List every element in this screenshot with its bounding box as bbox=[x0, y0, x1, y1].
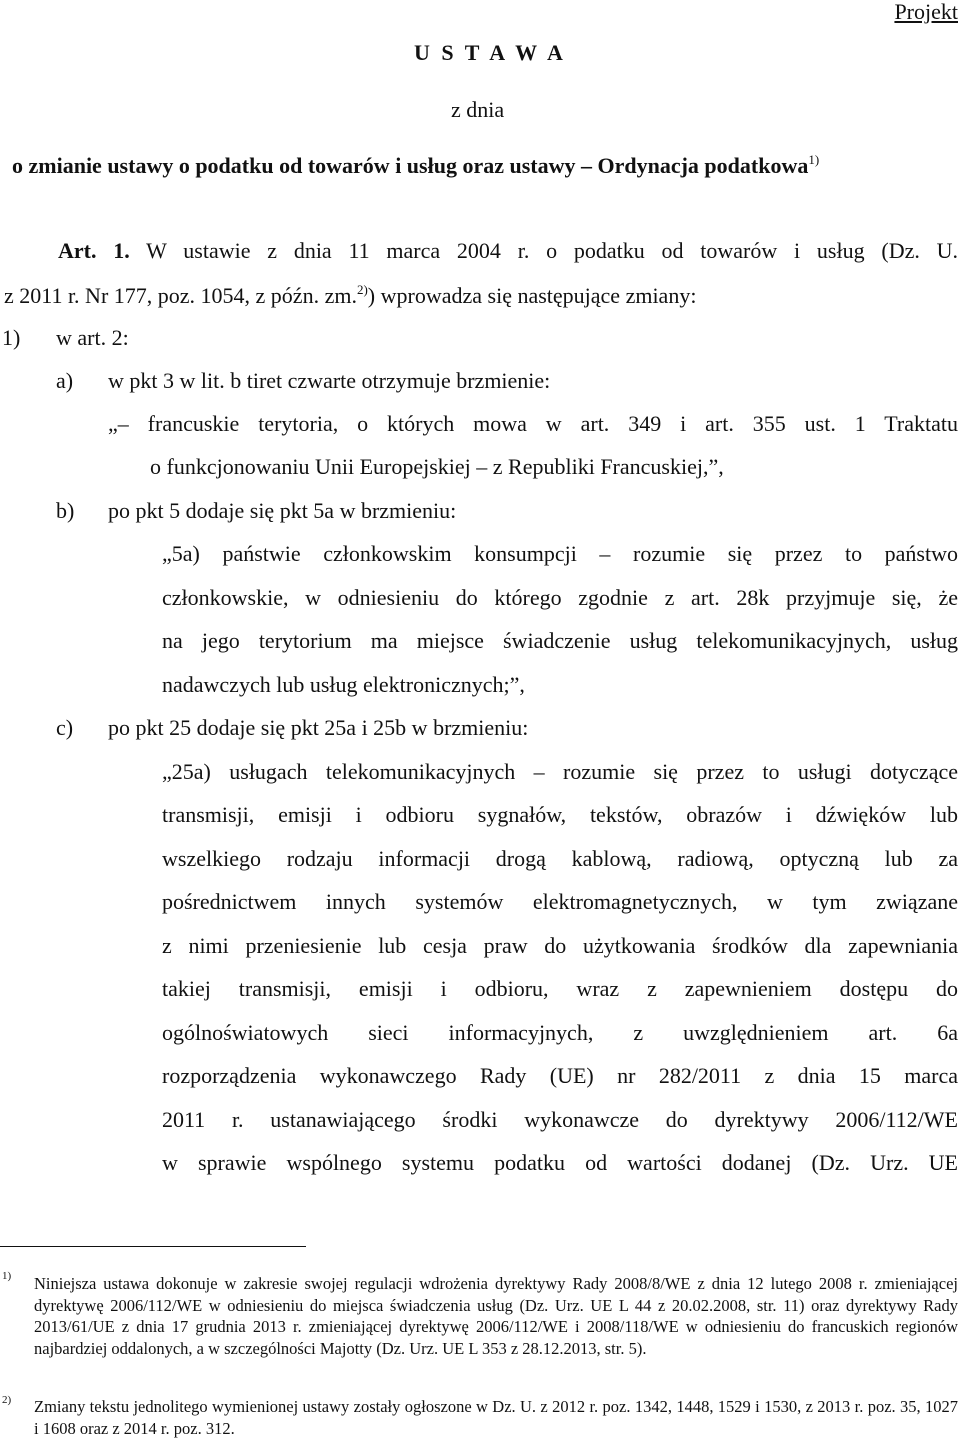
date-line: z dnia bbox=[451, 97, 505, 122]
point-1-number: 1) bbox=[2, 325, 21, 350]
letter-b-text: po pkt 5 dodaje się pkt 5a w brzmieniu: bbox=[108, 498, 457, 523]
letter-b-quote-line: „5a) państwie członkowskim konsumpcji – rozumie się przez to państwo bbox=[162, 541, 958, 566]
art1-line1-text: W ustawie z dnia 11 marca 2004 r. o podatku od towarów i usług (Dz. U. bbox=[146, 238, 959, 263]
letter-c-quote-line: rozporządzenia wykonawczego Rady (UE) nr 282/2011 z dnia 15 marca bbox=[162, 1063, 958, 1088]
point-1-text: w art. 2: bbox=[56, 325, 129, 350]
letter-c-quote-line: takiej transmisji, emisji i odbioru, wraz z zapewnieniem dostępu do bbox=[162, 976, 958, 1001]
projekt-label: Projekt bbox=[894, 0, 958, 24]
letter-a-quote-line1: „– francuskie terytoria, o których mowa w art. 349 i art. 355 ust. 1 Traktatu bbox=[108, 411, 958, 436]
letter-c-text: po pkt 25 dodaje się pkt 25a i 25b w brzmieniu: bbox=[108, 715, 529, 740]
letter-c-quote-line: transmisji, emisji i odbioru sygnałów, tekstów, obrazów i dźwięków lub bbox=[162, 802, 958, 827]
art1-line2-text-b: ) wprowadza się następujące zmiany: bbox=[367, 283, 697, 308]
letter-c-number: c) bbox=[56, 715, 74, 740]
letter-c-quote-line: w sprawie wspólnego systemu podatku od wartości dodanej (Dz. Urz. UE bbox=[162, 1150, 958, 1175]
letter-c-quote-line: wszelkiego rodzaju informacji drogą kablową, radiową, optyczną lub za bbox=[162, 846, 958, 871]
letter-b-number: b) bbox=[56, 498, 75, 523]
art1-label: Art. 1. bbox=[58, 238, 130, 263]
document-title bbox=[12, 152, 819, 179]
document-type-heading: U S T A W A bbox=[414, 40, 566, 65]
letter-b-quote-line: nadawczych lub usług elektronicznych;”, bbox=[162, 672, 525, 697]
footnote-2-mark: 2) bbox=[2, 1394, 12, 1406]
footnote-2-text: Zmiany tekstu jednolitego wymienionej ustawy zostały ogłoszone w Dz. U. z 2012 r. poz. 1342, 1448, 1529 i 1530, z 2013 r. poz. 35, 1027 i 1608 oraz z 2014 r. poz. 312. bbox=[34, 1397, 958, 1438]
footnote-1-mark: 1) bbox=[2, 1270, 12, 1282]
art1-footnote-ref: 2) bbox=[356, 282, 368, 297]
art1-line2 bbox=[4, 282, 696, 309]
letter-a-number: a) bbox=[56, 368, 74, 393]
letter-c-quote-line: ogólnoświatowych sieci informacyjnych, z uwzględnieniem art. 6a bbox=[162, 1020, 958, 1045]
art1-line1 bbox=[58, 238, 958, 264]
letter-a-quote-line2: o funkcjonowaniu Unii Europejskiej – z Republiki Francuskiej,”, bbox=[150, 454, 724, 479]
letter-b-quote-line: członkowskie, w odniesieniu do którego zgodnie z art. 28k przyjmuje się, że bbox=[162, 585, 958, 610]
letter-a-text: w pkt 3 w lit. b tiret czwarte otrzymuje brzmienie: bbox=[108, 368, 551, 393]
title-footnote-ref: 1) bbox=[808, 152, 820, 167]
letter-c-quote-line: pośrednictwem innych systemów elektromagnetycznych, w tym związane bbox=[162, 889, 958, 914]
letter-c-quote-line: 2011 r. ustanawiającego środki wykonawcze do dyrektywy 2006/112/WE bbox=[162, 1107, 958, 1132]
letter-b-quote-line: na jego terytorium ma miejsce świadczenie usług telekomunikacyjnych, usług bbox=[162, 628, 958, 653]
art1-line2-text-a: z 2011 r. Nr 177, poz. 1054, z późn. zm. bbox=[4, 283, 357, 308]
letter-c-quote-line: z nimi przeniesienie lub cesja praw do użytkowania środków dla zapewniania bbox=[162, 933, 958, 958]
title-text: o zmianie ustawy o podatku od towarów i usług oraz ustawy – Ordynacja podatkowa bbox=[12, 153, 809, 178]
footnote-separator bbox=[0, 1246, 306, 1247]
letter-c-quote-line: „25a) usługach telekomunikacyjnych – rozumie się przez to usługi dotyczące bbox=[162, 759, 958, 784]
footnote-1-text: Niniejsza ustawa dokonuje w zakresie swojej regulacji wdrożenia dyrektywy Rady 2008/8/WE z dnia 12 lutego 2008 r. zmieniającej dyrektywę 2006/112/WE w odniesieniu do miejsca świadczenia usług (Dz. Urz. UE L 44 z 20.02.2008, str. 11) oraz dyrektywy Rady 2013/61/UE z dnia 17 grudnia 2013 r. zmieniającej dyrektywę 2006/112/WE i 2008/118/WE w odniesieniu do francuskich regionów najbardziej oddalonych, a w szczególności Majotty (Dz. Urz. UE L 353 z 28.12.2013, str. 5). bbox=[34, 1274, 958, 1358]
